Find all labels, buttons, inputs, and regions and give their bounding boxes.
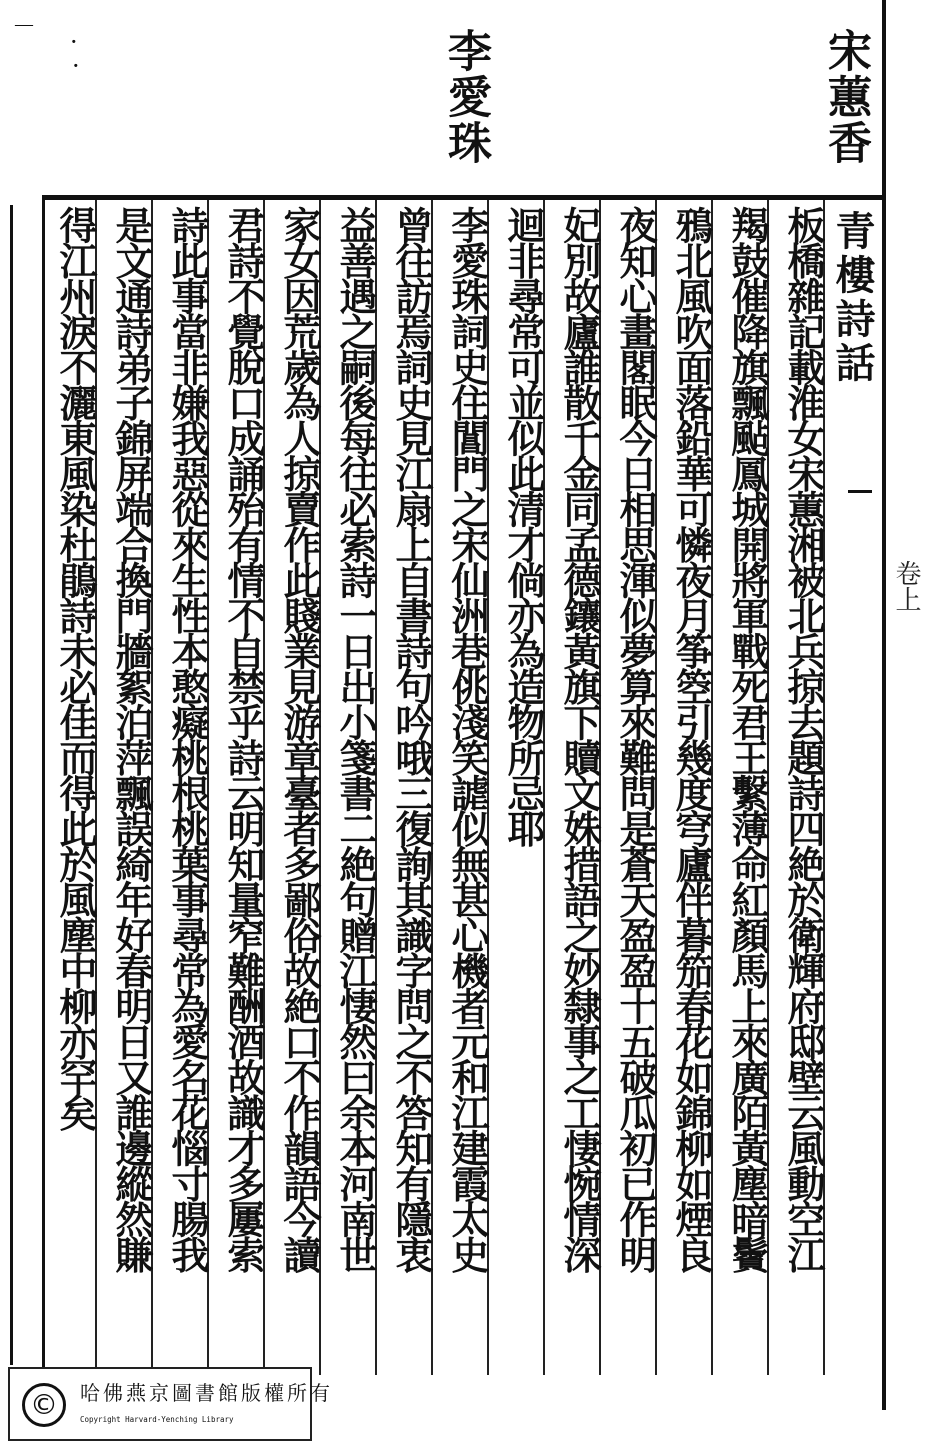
text-column: 板橋雜記載淮女宋蕙湘被北兵掠去題詩四絶於衛輝府邸壁云風動空江 <box>781 206 826 1271</box>
text-column: 妃別故廬誰散千金同孟德鑲黃旗下贖文姝措語之妙隸事之工悽惋情深 <box>557 206 602 1271</box>
library-name-chinese: 哈佛燕京圖書館版權所有 <box>80 1381 333 1405</box>
copyright-icon: © <box>22 1383 66 1427</box>
text-column: 家女因荒歲為人掠賣作此賤業見游章臺者多鄙俗故絶口不作韻語今讀 <box>277 206 322 1271</box>
text-column: 詩此事當非嫌我惡從來生性本憨癡桃根桃葉事尋常為愛名花惱寸腸我 <box>165 206 210 1271</box>
text-column: 夜知心畫閣眠今日相思渾似夢算來難問是蒼天盈盈十五破瓜初已作明 <box>613 206 658 1271</box>
copyright-stamp <box>8 1367 333 1441</box>
text-column: 迴非尋常可並似此清才倘亦為造物所忌耶 <box>501 206 546 845</box>
text-column: 羯鼓催降旗飄颭鳳城開將軍戰死君王繫薄命紅顏馬上來廣陌黃塵暗鬢 <box>725 206 770 1271</box>
text-column: 是文通詩弟子錦屏端合換門牆絮泊萍飄誤綺年好春明日又誰邊縱然賺 <box>109 206 154 1271</box>
book-title: 青樓詩話 <box>829 210 876 386</box>
text-column: 君詩不覺脫口成誦殆有情不自禁乎詩云明知量窄難酬酒故識才多屢索 <box>221 206 266 1271</box>
margin-mark: · <box>70 28 78 56</box>
page-right-edge <box>882 0 900 1410</box>
margin-mark: · <box>72 52 80 80</box>
library-name-english: Copyright Harvard-Yenching Library <box>80 1415 234 1424</box>
heading-name-left: 李愛珠 <box>440 28 491 166</box>
text-column: 李愛珠詞史住閶門之宋仙洲巷佻淺笑謔似無甚心機者元和江建霞太史 <box>445 206 490 1271</box>
heading-name-right: 宋蕙香 <box>820 28 871 166</box>
text-column: 得江州淚不灑東風染杜鵑詩未必佳而得此於風塵中柳亦罕矣 <box>53 206 98 1129</box>
text-column: 鴉北風吹面落鉛華可憐夜月筝箜引幾度穹廬伴暮笳春花如錦柳如煙良 <box>669 206 714 1271</box>
margin-mark: － <box>12 12 36 40</box>
title-divider <box>848 480 872 493</box>
page-left-edge <box>0 205 13 1365</box>
text-column: 益善遇之嗣後每往必索詩一日出小箋書二絶句贈江悽然曰余本河南世 <box>333 206 378 1271</box>
text-column: 曾往訪焉詞史見江扇上自書詩句吟哦三復詢其識字問之不答知有隱衷 <box>389 206 434 1271</box>
edge-label: 卷上 <box>891 560 921 612</box>
